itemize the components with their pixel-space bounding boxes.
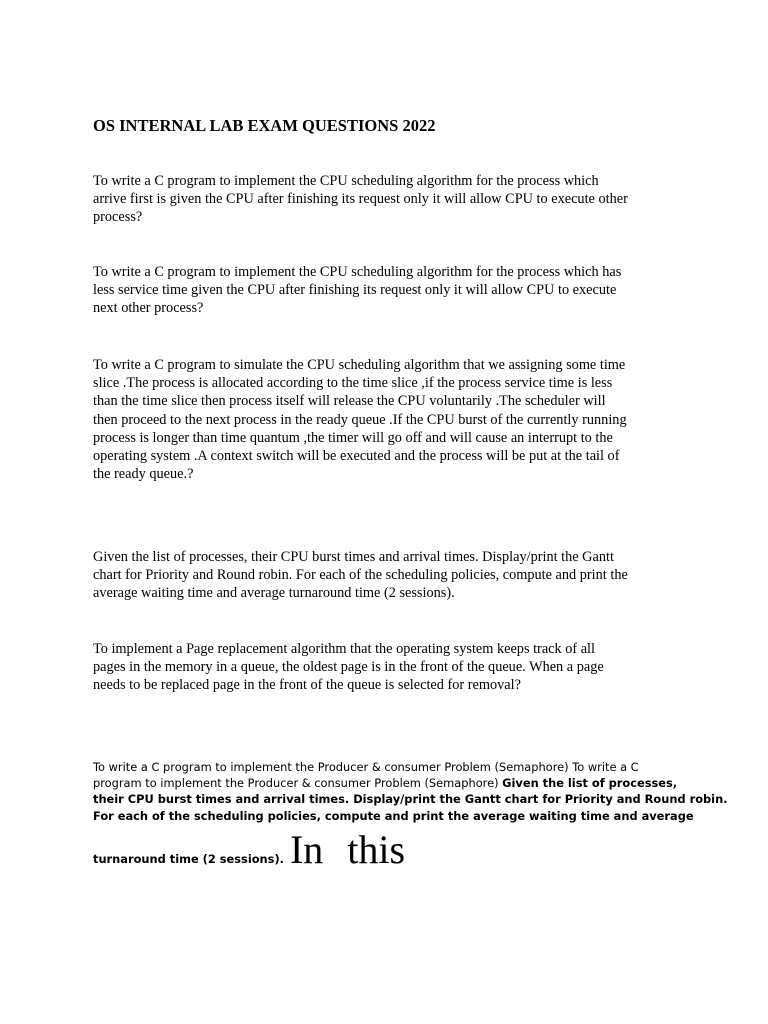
question-6-line-1: To write a C program to implement the Producer & consumer Problem (Semaphore) To write a C bbox=[93, 760, 639, 774]
page-title: OS INTERNAL LAB EXAM QUESTIONS 2022 bbox=[93, 116, 436, 135]
question-4-line-3: average waiting time and average turnaround time (2 sessions). bbox=[93, 585, 455, 602]
question-2-line-1: To write a C program to implement the CPU scheduling algorithm for the process which has bbox=[93, 264, 622, 280]
question-6-line-5-bold: turnaround time (2 sessions). bbox=[93, 852, 284, 866]
question-4-line-2: chart for Priority and Round robin. For each of the scheduling policies, compute and print the bbox=[93, 567, 628, 584]
question-1-line-2: arrive first is given the CPU after finishing its request only it will allow CPU to execute other bbox=[93, 191, 628, 208]
question-6-last-line bbox=[93, 824, 405, 876]
question-6-line-2-regular: program to implement the Producer & consumer Problem (Semaphore) bbox=[93, 776, 503, 791]
question-3-line-4: then proceed to the next process in the ready queue .If the CPU burst of the currently running bbox=[93, 411, 627, 428]
question-3-line-6: operating system .A context switch will be executed and the process will be put at the tail of bbox=[93, 448, 620, 465]
question-6-line-4 bbox=[93, 808, 693, 824]
question-3 bbox=[93, 356, 683, 483]
question-4 bbox=[93, 548, 683, 603]
question-2-line-3: next other process? bbox=[93, 300, 204, 317]
question-6-line-3-bold: their CPU burst times and arrival times. Display/print the Gantt chart for Priority and Round robin. bbox=[93, 792, 728, 807]
question-3-line-3: than the time slice then process itself will release the CPU voluntarily .The scheduler will bbox=[93, 393, 606, 410]
question-5 bbox=[93, 640, 683, 695]
question-5-line-2: pages in the memory in a queue, the oldest page is in the front of the queue. When a page bbox=[93, 659, 604, 676]
question-2-line-2: less service time given the CPU after finishing its request only it will allow CPU to execute bbox=[93, 282, 617, 299]
question-6 bbox=[93, 759, 728, 824]
question-6-line-3 bbox=[93, 791, 728, 807]
question-5-line-1: To implement a Page replacement algorithm that the operating system keeps track of all bbox=[93, 641, 596, 657]
question-3-line-1: To write a C program to simulate the CPU scheduling algorithm that we assigning some time bbox=[93, 357, 626, 373]
question-5-line-3: needs to be replaced page in the front of the queue is selected for removal? bbox=[93, 677, 521, 694]
question-6-line-2 bbox=[93, 775, 693, 791]
question-3-line-7: the ready queue.? bbox=[93, 466, 194, 483]
question-4-line-1: Given the list of processes, their CPU burst times and arrival times. Display/print the Gantt bbox=[93, 549, 614, 565]
question-6-line-2-bold: Given the list of processes, bbox=[502, 776, 678, 791]
question-1-line-3: process? bbox=[93, 209, 143, 226]
question-3-line-2: slice .The process is allocated according to the time slice ,if the process service time is less bbox=[93, 375, 613, 392]
question-6-line-4-bold: For each of the scheduling policies, compute and print the average waiting time and average bbox=[93, 808, 694, 823]
question-1 bbox=[93, 172, 683, 227]
question-2 bbox=[93, 263, 683, 318]
question-1-line-1: To write a C program to implement the CPU scheduling algorithm for the process which bbox=[93, 173, 599, 189]
question-3-line-5: process is longer than time quantum ,the timer will go off and will cause an interrupt to the bbox=[93, 429, 613, 446]
large-text: In this bbox=[289, 827, 406, 872]
